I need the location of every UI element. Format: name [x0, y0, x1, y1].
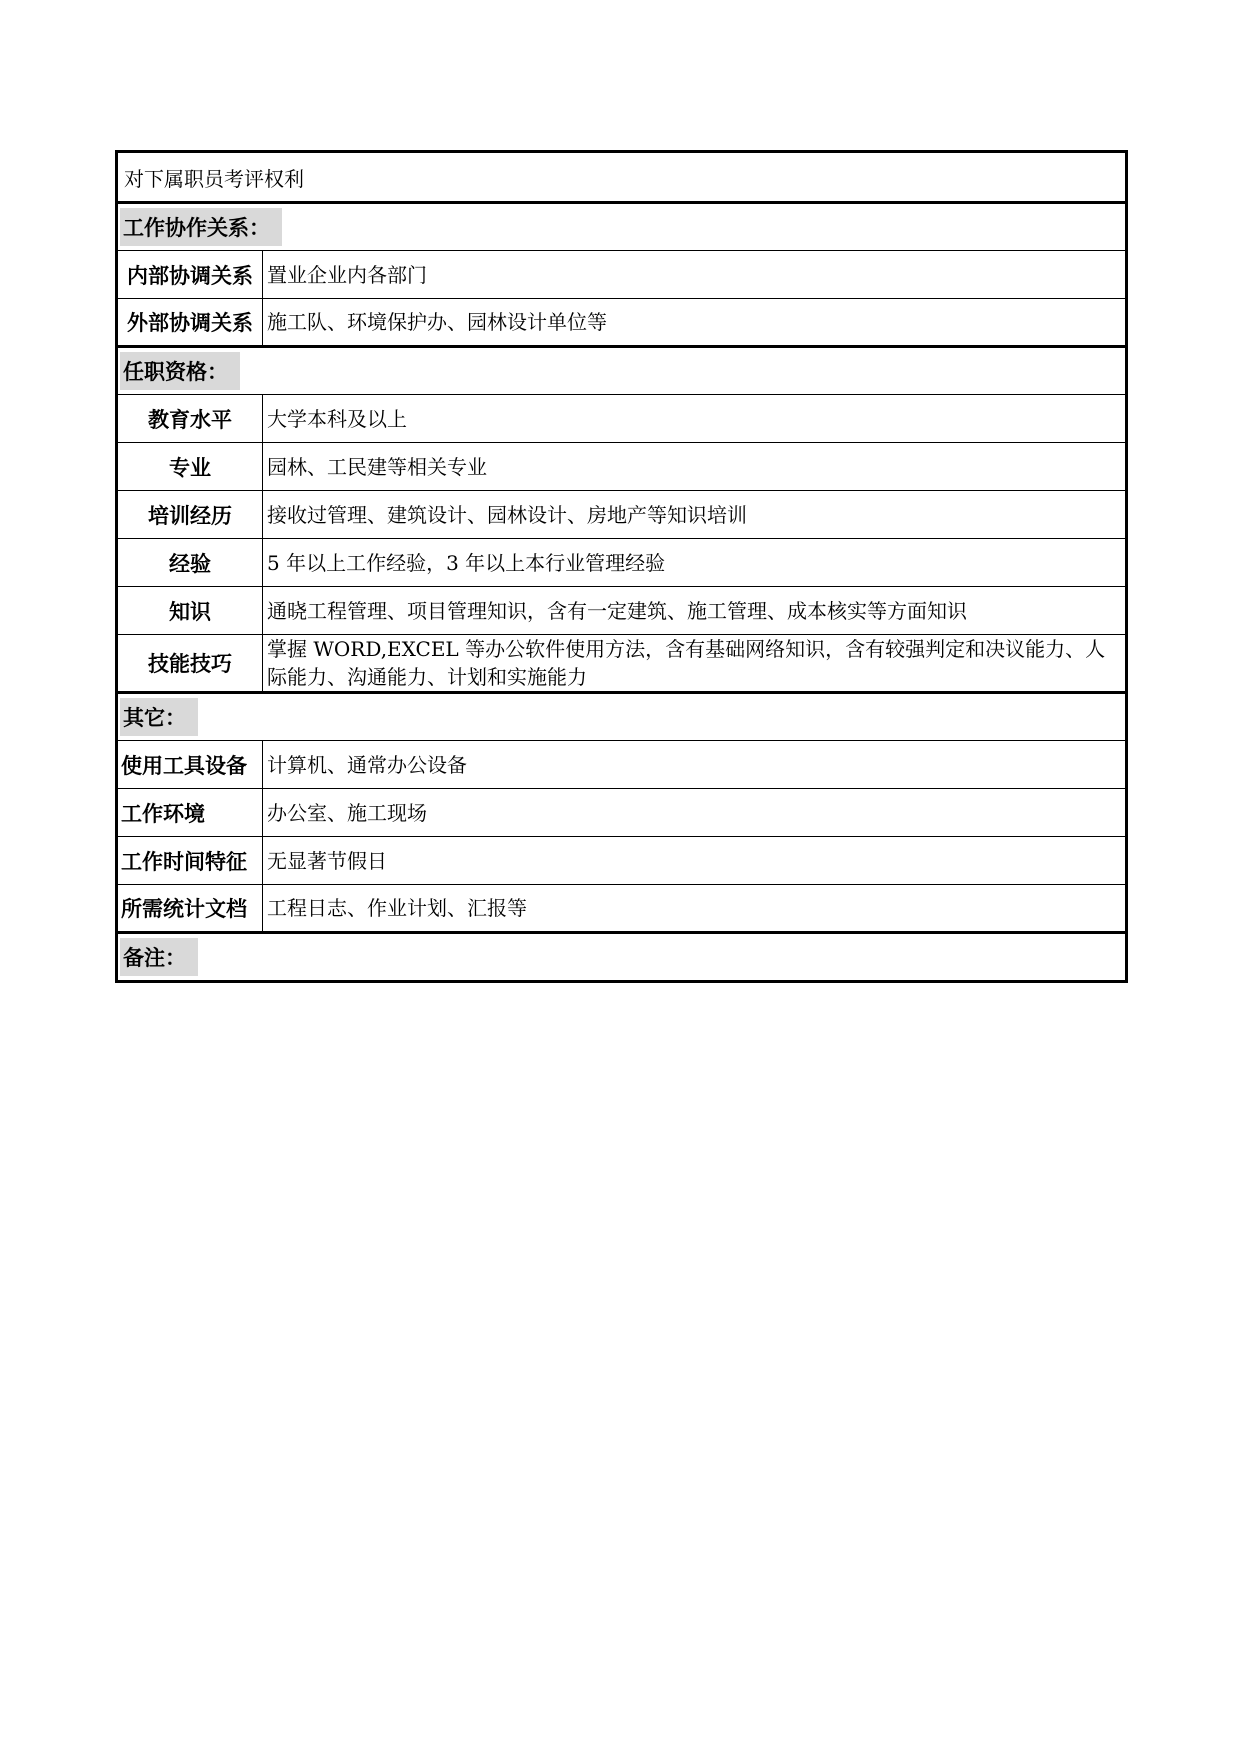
- section-heading: 备注：: [120, 938, 198, 976]
- row-value: 通晓工程管理、项目管理知识，含有一定建筑、施工管理、成本核实等方面知识: [263, 587, 1127, 635]
- row-label: 工作时间特征: [117, 837, 263, 885]
- section-heading: 其它：: [120, 698, 198, 736]
- row-label: 所需统计文档: [117, 885, 263, 933]
- table-row: [117, 635, 1127, 693]
- top-row-cell: [117, 152, 1127, 203]
- section-header-other: [117, 693, 1127, 741]
- row-label: 使用工具设备: [117, 741, 263, 789]
- table-row: [117, 741, 1127, 789]
- table-row: [117, 491, 1127, 539]
- table-row: [117, 443, 1127, 491]
- row-label: 知识: [117, 587, 263, 635]
- job-description-table: [115, 150, 1128, 983]
- top-row-text: 对下属职员考评权利: [124, 166, 304, 191]
- row-label: 内部协调关系: [117, 251, 263, 299]
- row-value: 办公室、施工现场: [263, 789, 1127, 837]
- section-heading: 工作协作关系：: [120, 208, 282, 246]
- row-value: 接收过管理、建筑设计、园林设计、房地产等知识培训: [263, 491, 1127, 539]
- table-row: [117, 539, 1127, 587]
- table-row: [117, 395, 1127, 443]
- row-label: 外部协调关系: [117, 299, 263, 347]
- row-value: 计算机、通常办公设备: [263, 741, 1127, 789]
- table-row: [117, 299, 1127, 347]
- row-value: 置业企业内各部门: [263, 251, 1127, 299]
- row-value: 工程日志、作业计划、汇报等: [263, 885, 1127, 933]
- row-label: 教育水平: [117, 395, 263, 443]
- row-value: 掌握 WORD,EXCEL 等办公软件使用方法，含有基础网络知识，含有较强判定和决议能力、人际能力、沟通能力、计划和实施能力: [263, 635, 1127, 693]
- row-label: 专业: [117, 443, 263, 491]
- table-row: [117, 837, 1127, 885]
- row-value: 施工队、环境保护办、园林设计单位等: [263, 299, 1127, 347]
- row-value: 园林、工民建等相关专业: [263, 443, 1127, 491]
- table-row: [117, 587, 1127, 635]
- section-header-cooperation: [117, 203, 1127, 251]
- row-value: 大学本科及以上: [263, 395, 1127, 443]
- row-value: 5 年以上工作经验，3 年以上本行业管理经验: [263, 539, 1127, 587]
- section-heading: 任职资格：: [120, 352, 240, 390]
- row-label: 经验: [117, 539, 263, 587]
- table-row: [117, 885, 1127, 933]
- section-header-notes: [117, 933, 1127, 982]
- section-header-qualifications: [117, 347, 1127, 395]
- table-row: [117, 251, 1127, 299]
- row-value: 无显著节假日: [263, 837, 1127, 885]
- table-row: [117, 152, 1127, 203]
- row-label: 培训经历: [117, 491, 263, 539]
- table-row: [117, 789, 1127, 837]
- row-label: 工作环境: [117, 789, 263, 837]
- row-label: 技能技巧: [117, 635, 263, 693]
